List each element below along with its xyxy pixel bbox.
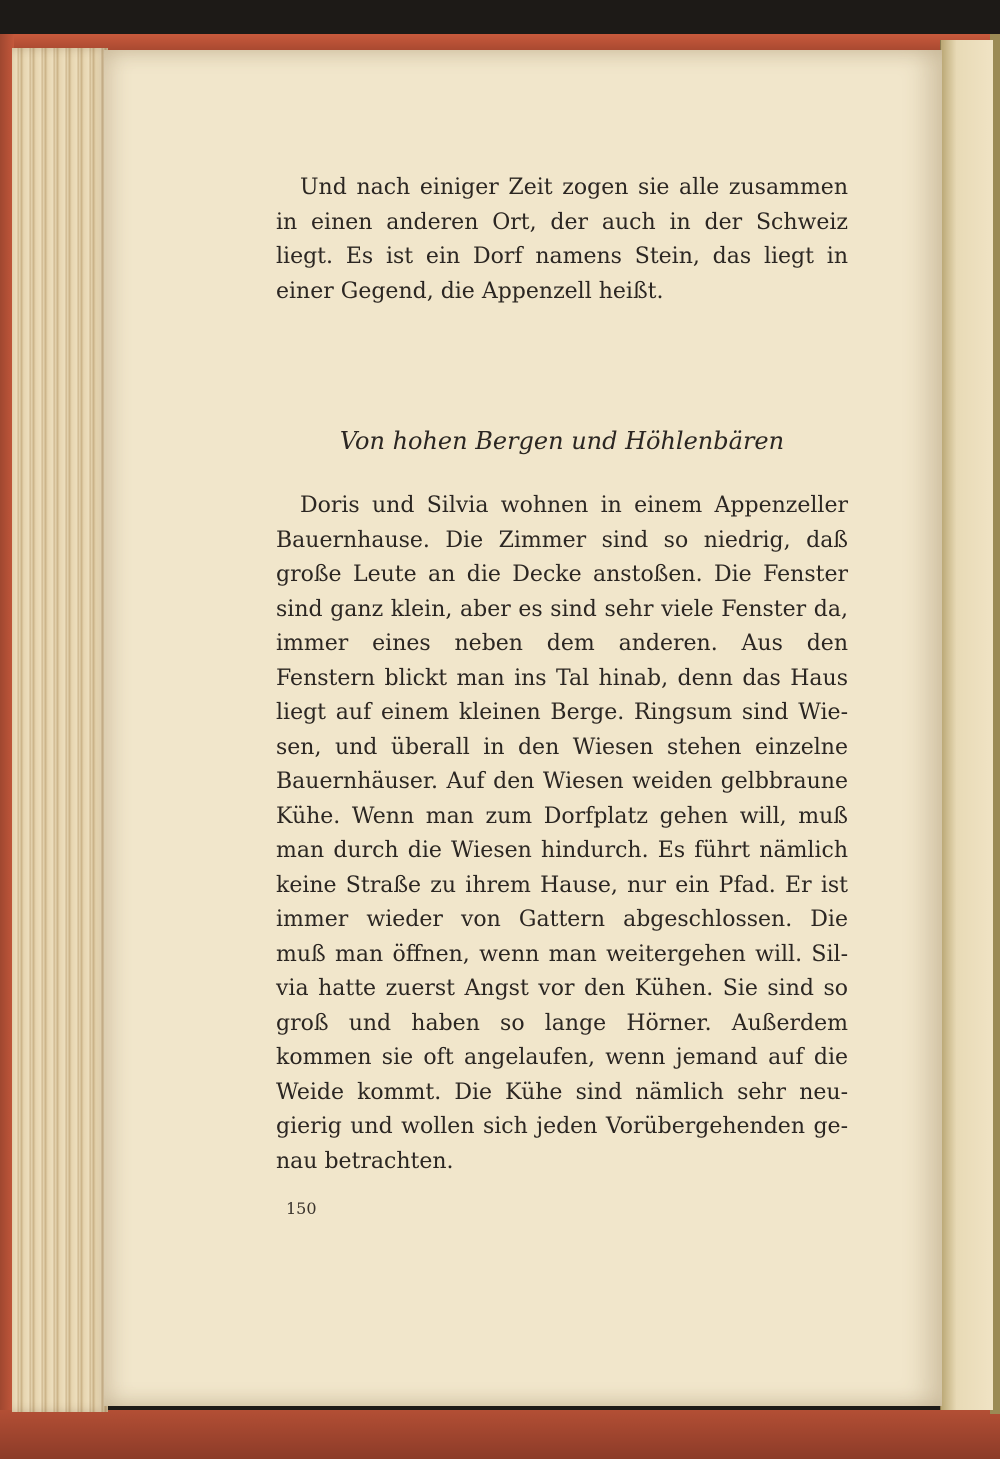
chapter-heading: Von hohen Bergen und Höhlenbären: [339, 427, 785, 455]
page-number: 150: [286, 1199, 317, 1218]
book-cover-bottom-edge: [0, 1410, 1000, 1459]
paragraph-1: Und nach einiger Zeit zogen sie alle zusammen in einen anderen Ort, der auch in der Schweiz liegt. Es ist ein Dorf namens Stein, das liegt in einer Gegend, die Appenzell heißt.: [276, 175, 848, 304]
facing-page-sliver: [940, 40, 993, 1410]
page-stack-edges: [12, 48, 108, 1412]
book-cover-top-edge: [0, 34, 1000, 50]
paragraph-2: Doris und Silvia wohnen in einem Appenzeller Bauernhause. Die Zimmer sind so niedrig, daß große Leute an die Decke anstoßen. Die Fenster sind ganz klein, aber es sind sehr viele Fenster da, immer eines neben dem anderen. Aus den Fenstern blickt man ins Tal hinab, denn das Haus liegt auf einem kleinen Berge. Ringsum sind Wiesen, und überall in den Wiesen stehen einzelne Bauernhäuser. Auf den Wiesen weiden gelbbraune Kühe. Wenn man zum Dorfplatz gehen will, muß man durch die Wiesen hindurch. Es führt nämlich keine Straße zu ihrem Hause, nur ein Pfad. Er ist immer wieder von Gattern abgeschlossen. Die muß man öffnen, wenn man weitergehen will. Silvia hatte zuerst Angst vor den Kühen. Sie sind so groß und haben so lange Hörner. Außerdem kommen sie oft angelaufen, wenn jemand auf die Weide kommt. Die Kühe sind nämlich sehr neugierig und wollen sich jeden Vorübergehenden genau betrachten.: [276, 493, 848, 1174]
